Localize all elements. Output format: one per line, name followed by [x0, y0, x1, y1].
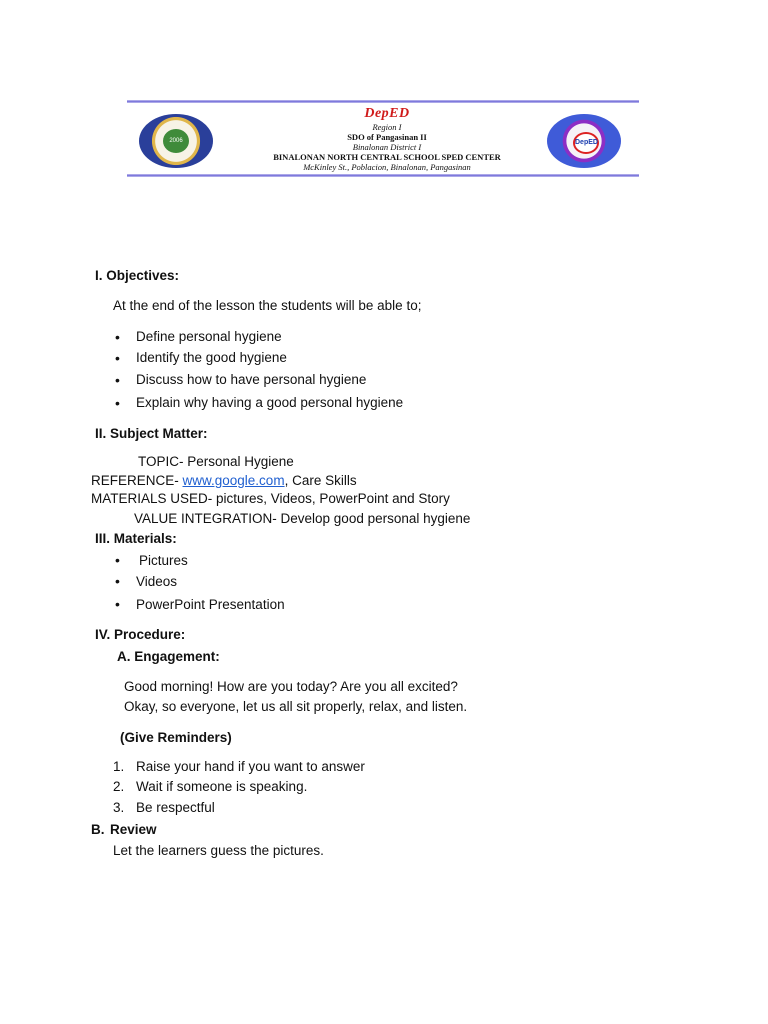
objective-item: Define personal hygiene — [136, 329, 282, 344]
subject-matter-heading: II. Subject Matter: — [95, 426, 208, 441]
reminder-item: Wait if someone is speaking. — [136, 779, 308, 794]
school-name: BINALONAN NORTH CENTRAL SCHOOL SPED CENTER — [273, 152, 501, 162]
bullet-icon: • — [115, 372, 120, 388]
school-header — [127, 100, 639, 178]
bullet-icon: • — [115, 350, 120, 366]
sdo-seal-logo — [139, 114, 213, 168]
material-item: PowerPoint Presentation — [136, 597, 285, 612]
bullet-icon: • — [115, 573, 120, 589]
engagement-line: Good morning! How are you today? Are you all excited? — [124, 679, 458, 694]
header-bottom-rule — [127, 174, 639, 177]
reference-prefix: REFERENCE- — [91, 473, 183, 488]
header-text — [227, 106, 547, 172]
objectives-intro: At the end of the lesson the students will be able to; — [113, 298, 422, 313]
review-number: B. — [91, 822, 105, 837]
header-top-rule — [127, 100, 639, 103]
engagement-line: Okay, so everyone, let us all sit properly, relax, and listen. — [124, 699, 468, 714]
bullet-icon: • — [115, 329, 120, 345]
reminder-item: Be respectful — [136, 800, 215, 815]
reminder-number: 3. — [113, 800, 125, 815]
school-seal-logo — [547, 114, 621, 168]
objective-item: Explain why having a good personal hygiene — [136, 395, 404, 410]
review-text: Let the learners guess the pictures. — [113, 843, 324, 858]
school-seal-center: DepED — [573, 132, 599, 154]
value-integration-line: VALUE INTEGRATION- Develop good personal hygiene — [134, 511, 471, 526]
division-line: SDO of Pangasinan II — [347, 132, 427, 142]
reminder-number: 2. — [113, 779, 125, 794]
reminder-number: 1. — [113, 759, 125, 774]
objective-item: Identify the good hygiene — [136, 350, 287, 365]
deped-logo: DepED — [364, 106, 410, 121]
district-line: Binalonan District I — [352, 142, 422, 152]
region-line: Region I — [372, 122, 402, 132]
objectives-heading: I. Objectives: — [95, 268, 180, 283]
reminder-item: Raise your hand if you want to answer — [136, 759, 365, 774]
engagement-heading: A. Engagement: — [117, 649, 220, 664]
bullet-icon: • — [115, 395, 120, 411]
reference-line — [91, 473, 357, 488]
material-item: Videos — [136, 574, 178, 589]
topic-line: TOPIC- Personal Hygiene — [138, 454, 294, 469]
review-heading: Review — [110, 822, 157, 837]
school-address: McKinley St., Poblacion, Binalonan, Pangasinan — [303, 162, 471, 172]
reminders-heading: (Give Reminders) — [120, 730, 232, 745]
objective-item: Discuss how to have personal hygiene — [136, 372, 367, 387]
bullet-icon: • — [115, 552, 120, 568]
reference-link[interactable]: www.google.com — [182, 473, 285, 488]
reference-suffix: , Care Skills — [284, 473, 357, 488]
material-item: Pictures — [139, 553, 188, 568]
materials-heading: III. Materials: — [95, 531, 177, 546]
bullet-icon: • — [115, 596, 120, 612]
procedure-heading: IV. Procedure: — [95, 627, 186, 642]
sdo-seal-center: 2006 — [163, 129, 189, 153]
materials-used-line: MATERIALS USED- pictures, Videos, PowerPoint and Story — [91, 491, 450, 506]
